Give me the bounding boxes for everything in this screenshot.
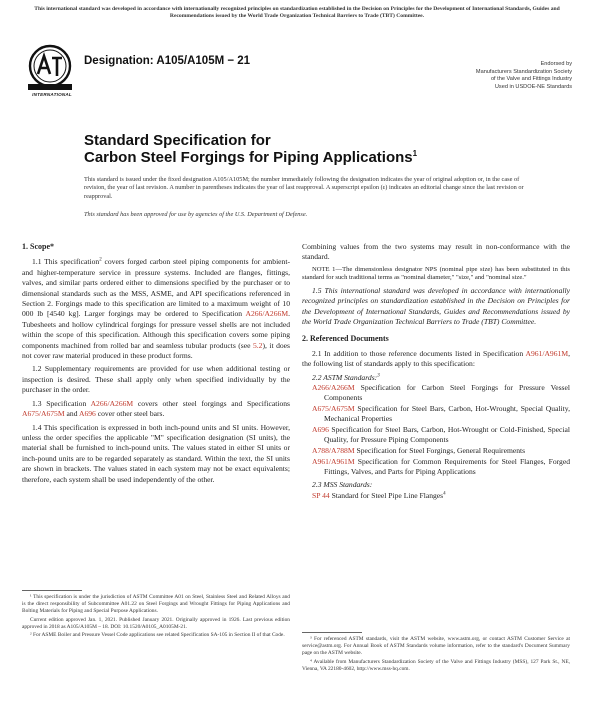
paragraph-1-1 xyxy=(22,257,290,361)
text: 2.1 In addition to those reference documents listed in Specification xyxy=(312,349,526,359)
astm-logo xyxy=(28,44,72,94)
reference-title: Specification for Steel Bars, Carbon, Hot-Wrought or Cold-Finished, Special Quality, for Pressure Piping Components xyxy=(324,425,570,445)
link-a961[interactable]: A961/A961M xyxy=(525,349,569,359)
left-column xyxy=(22,242,290,488)
note-1: NOTE 1—The dimensionless designator NPS (nominal pipe size) has been substituted in this standard for such traditional terms as "nominal diameter," "size," and "nominal size." xyxy=(302,265,570,282)
text: 1.3 Specification xyxy=(32,398,91,408)
endorsement xyxy=(372,61,572,91)
title-footnote-mark: 1 xyxy=(412,148,418,158)
text: and xyxy=(64,409,79,419)
text: 1.1 This specification xyxy=(32,257,100,267)
designation: Designation: A105/A105M − 21 xyxy=(84,55,251,67)
text: cover other steel bars. xyxy=(95,409,165,419)
paragraph-1-4: 1.4 This specification is expressed in both inch-pound units and SI units. However, unless the order specifies the applicable "M" specification designation (SI units), the material shall be furnished to inch-pound units. The values stated in either SI units or inch-pound units are to be regarded separately as standard. Within the text, the SI units are shown in brackets. The values stated in each system may not be exact equivalents; therefore, each system shall be used independently of the other. xyxy=(22,422,290,484)
footnote-1: ¹ This specification is under the jurisdiction of ASTM Committee A01 on Steel, Stainless Steel and Related Alloys and is the direct responsibility of Subcommittee A01.22 on Steel Forgings and Wrought Fittings for Piping Applications and Bolting Materials for Piping and Special Purpose Applications. xyxy=(22,594,290,615)
reference-link[interactable]: A696 xyxy=(312,425,329,435)
reference-item xyxy=(302,446,570,456)
text: covers forged carbon steel piping components for ambient- and higher-temperature service in pressure systems. Included are flanges, fittings, valves, and similar parts ordered either to dimensions specified by the purchaser or to dimensional standards such as the MSS, ASME, and API specifications referenced in Section 2. Forgings made to this specification are limited to a maximum weight of 10 000 lb [4540 kg]. Larger forgings may be ordered to Specification xyxy=(22,257,290,319)
reference-title: Standard for Steel Pipe Line Flanges xyxy=(329,490,444,500)
link-a675[interactable]: A675/A675M xyxy=(22,409,65,419)
footnote-3: ³ For referenced ASTM standards, visit the ASTM website, www.astm.org, or contact ASTM Customer Service at service@astm.org. For Annual Book of ASTM Standards volume information, refer to the standard's Document Summary page on the ASTM website. xyxy=(302,636,570,657)
link-a266[interactable]: A266/A266M xyxy=(245,309,289,319)
footnote-1-edition: Current edition approved Jan. 1, 2021. Published January 2021. Originally approved in 1926. Last previous edition approved in 2018 as A105/A105M – 18. DOI: 10.1520/A0105_A0105M-21. xyxy=(22,616,290,630)
astm-standards-heading xyxy=(312,373,570,383)
section-heading-scope: 1. Scope* xyxy=(22,242,54,251)
reference-link[interactable]: A788/A788M xyxy=(312,446,355,456)
paragraph-2-1 xyxy=(302,349,570,370)
footnote-ref: 4 xyxy=(443,491,446,497)
right-column xyxy=(302,242,570,502)
text: ), it does not cover raw material produced in these product forms. xyxy=(22,340,290,361)
reference-title: Specification for Steel Bars, Carbon, Hot-Wrought, Special Quality, Mechanical Properties xyxy=(324,404,570,424)
paragraph-1-2: 1.2 Supplementary requirements are provided for use when additional testing or inspection is desired. These shall apply only when specified individually by the purchaser in the order. xyxy=(22,364,290,395)
reference-link[interactable]: SP 44 xyxy=(312,490,330,500)
reference-link[interactable]: A961/A961M xyxy=(312,457,355,467)
paragraph-1-3 xyxy=(22,399,290,420)
link-a266[interactable]: A266/A266M xyxy=(90,398,134,408)
text: . Tubesheets and hollow cylindrical forgings for pressure vessel shells are not included within the scope of this specification. Although this specification covers some piping components machined from rolled bar and seamless tubular products (see xyxy=(22,309,290,350)
title-line-1: Standard Specification for xyxy=(84,132,271,149)
title-line-2 xyxy=(84,150,417,167)
reference-title: Specification for Carbon Steel Forgings for Pressure Vessel Components xyxy=(324,383,570,403)
section-heading-referenced-documents: 2. Referenced Documents xyxy=(302,333,389,343)
link-section-5-2[interactable]: 5.2 xyxy=(252,340,263,350)
mss-standards-heading: 2.3 MSS Standards: xyxy=(312,480,373,490)
reference-item xyxy=(302,457,570,477)
reference-item xyxy=(302,491,570,501)
reference-link[interactable]: A675/A675M xyxy=(312,404,355,414)
reference-title: Specification for Common Requirements for Steel Flanges, Forged Fittings, Valves, and Parts for Piping Applications xyxy=(324,457,570,477)
footnotes-left xyxy=(22,590,290,640)
endorsed-line: of the Valve and Fittings Industry xyxy=(490,76,572,83)
endorsed-line: Used in USDOE-NE Standards xyxy=(494,83,572,90)
endorsed-line: Manufacturers Standardization Society xyxy=(475,68,572,75)
paragraph-1-5: 1.5 This international standard was developed in accordance with internationally recognized principles on standardization established in the Decision on Principles for the Development of International Standards, Guides and Recommendations issued by the World Trade Organization Technical Barriers to Trade (TBT) Committee. xyxy=(302,286,570,327)
reference-item xyxy=(302,425,570,445)
endorsed-line: Endorsed by xyxy=(540,61,572,67)
link-a696[interactable]: A696 xyxy=(78,409,96,419)
footnote-ref: 3 xyxy=(377,373,380,379)
reference-item xyxy=(302,383,570,403)
document-title xyxy=(84,133,417,166)
reference-item xyxy=(302,404,570,424)
dod-approval: This standard has been approved for use by agencies of the U.S. Department of Defense. xyxy=(84,211,308,218)
paragraph-continued: Combining values from the two systems may result in non-conformance with the standard. xyxy=(302,242,570,262)
text: 2.2 ASTM Standards: xyxy=(312,372,378,382)
text: covers other steel forgings and Specifications xyxy=(133,398,290,408)
footnote-2: ² For ASME Boiler and Pressure Vessel Code applications see related Specification SA-105 in Section II of that Code. xyxy=(30,632,285,639)
wto-note: This international standard was developed in accordance with internationally recognized principles on standardization established in the Decision on Principles for the Development of International Standards, Guides and Recommendations issued by the World Trade Organization Technical Barriers to Trade (TBT) Committee. xyxy=(34,6,560,20)
footnote-4: ⁴ Available from Manufacturers Standardization Society of the Valve and Fittings Industry (MSS), 127 Park St., NE, Vienna, VA 22180-4602, http://www.mss-hq.com. xyxy=(302,658,570,672)
reference-title: Specification for Steel Forgings, General Requirements xyxy=(354,446,526,456)
title-text: Carbon Steel Forgings for Piping Applications xyxy=(84,148,413,166)
reference-link[interactable]: A266/A266M xyxy=(312,383,355,393)
footnotes-right xyxy=(302,632,570,674)
footnote-divider xyxy=(22,590,82,591)
footnote-ref: 2 xyxy=(99,257,102,263)
issuance-statement: This standard is issued under the fixed designation A105/A105M; the number immediately following the designation indicates the year of original adoption or, in the case of revision, the year of last revision. A number in parentheses indicates the year of last reapproval. A superscript epsilon (ε) indicates an editorial change since the last revision or reapproval. xyxy=(84,176,524,200)
text: , the following list of standards apply to this specification: xyxy=(302,349,570,369)
logo-caption: INTERNATIONAL xyxy=(32,92,72,97)
footnote-divider xyxy=(302,632,362,633)
